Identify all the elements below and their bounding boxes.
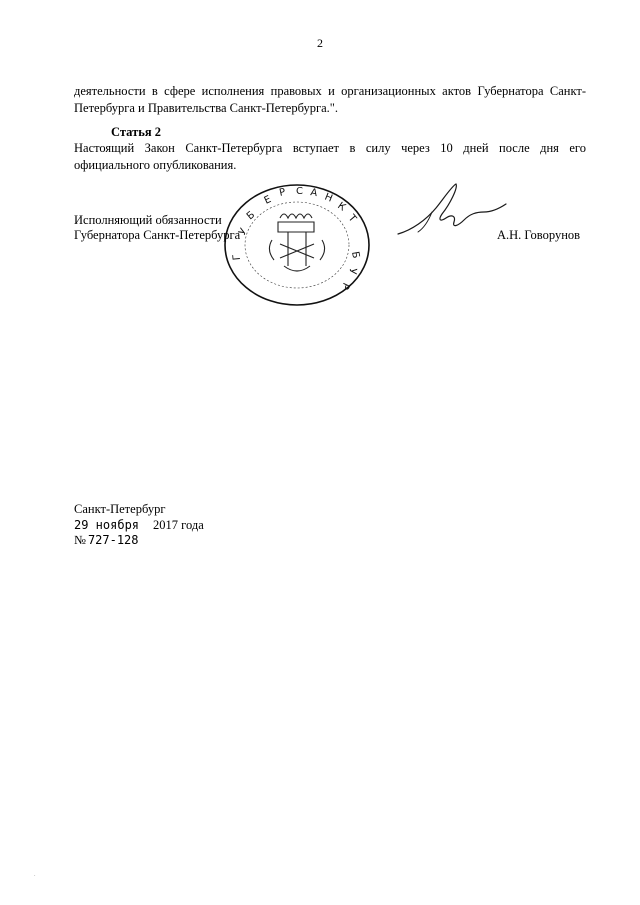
continuation-text-line: Петербурга и Правительства Санкт-Петербурга.". xyxy=(74,101,338,115)
page-number: 2 xyxy=(317,36,323,50)
official-seal xyxy=(222,182,372,308)
signing-date xyxy=(74,518,204,533)
svg-text:Е: Е xyxy=(262,194,274,207)
svg-text:Б: Б xyxy=(349,250,362,260)
place-of-signing: Санкт-Петербург xyxy=(74,502,166,516)
article-heading: Статья 2 xyxy=(111,125,161,139)
article-text-line: Настоящий Закон Санкт-Петербурга вступает в силу через 10 дней после дня его xyxy=(74,141,586,155)
corner-mark: . xyxy=(34,872,36,878)
svg-text:А: А xyxy=(309,187,319,200)
svg-text:У: У xyxy=(346,267,358,275)
svg-text:К: К xyxy=(335,200,348,214)
svg-text:Б: Б xyxy=(244,209,258,223)
signatory-position: Исполняющий обязанности xyxy=(74,213,222,227)
continuation-text-line: деятельности в сфере исполнения правовых и организационных актов Губернатора Санкт- xyxy=(74,84,586,98)
signatory-position: Губернатора Санкт-Петербурга xyxy=(74,228,241,242)
article-text-line: официального опубликования. xyxy=(74,158,237,172)
number-sign: № xyxy=(74,533,86,547)
svg-text:У: У xyxy=(237,226,250,238)
date-year: 2017 года xyxy=(153,518,204,532)
svg-text:Т: Т xyxy=(345,212,359,225)
date-day-month: 29 ноября xyxy=(74,518,140,532)
svg-text:Н: Н xyxy=(322,191,334,205)
signatory-name: А.Н. Говорунов xyxy=(497,228,581,242)
document-number xyxy=(74,533,139,548)
svg-text:С: С xyxy=(296,186,303,197)
svg-text:Р: Р xyxy=(278,186,287,199)
svg-text:Г: Г xyxy=(231,253,243,261)
handwritten-signature xyxy=(392,178,512,238)
number-value: 727-128 xyxy=(87,533,139,547)
svg-text:Р: Р xyxy=(338,280,352,291)
